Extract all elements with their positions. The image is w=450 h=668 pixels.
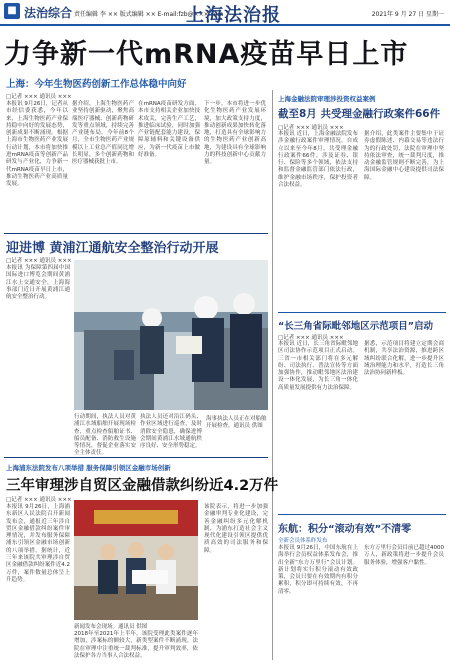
lead-col-3: 在mRNA疫苗研发方面，本市支持相关企业加快技术攻关，完善生产工艺，推进临床试验，同时加强产业链配套能力建设，保障原辅料和关键设备供应，为新一代疫苗上市做好准备。 (138, 101, 200, 159)
issue-date: 2021年 9 月 27 日 星期一 (371, 11, 444, 18)
press-conference-photo-svg (74, 500, 198, 620)
bottom-photo-caption: 新闻发布会现场。通讯员 供图 (74, 624, 148, 630)
lead-col-2: 据介绍，上海生物医药产业坚持创新驱动，聚焦高端医疗器械、创新药物研发等重点领域，持续完善产业链布局。今年前8个月，全市生物医药产业规模以上工业总产值同比增长明显，多个创新药物和医疗器械获批上市。 (72, 101, 134, 166)
lead-col-4: 下一步，本市将进一步优化生物医药产业发展环境，加大政策支持力度，推动创新成果加快转化落地，打造具有全球影响力的生物医药产业创新高地，为建设具有全球影响力的科技创新中心贡献力量。 (204, 101, 266, 166)
sidebar-col-6: 东方万里行会员目前已超过4000万人，新政策将进一步提升会员服务体验，增强客户黏性。 (364, 545, 444, 566)
section-icon: ■ (4, 3, 20, 19)
sidebar-col-5: 本报讯 9月26日，中国东航在上海举行会员权益体系发布会，推出全新“东方万里行”会员计划。新计划将实行积分滚动有效政策，会员只要在有效期内有积分累积，积分即可持续有效，不再清零。 (278, 545, 358, 595)
sidebar-title-3: 东航：积分“滚动有效”不清零 (278, 524, 412, 535)
inspection-photo (74, 260, 268, 410)
lead-byline: □记者 ××× 通讯员 ××× (6, 94, 72, 100)
column-divider (272, 90, 273, 660)
lead-subhead: 上海：今年生物医药创新工作总体稳中向好 (6, 79, 187, 90)
sidebar-byline: □记者 ××× 通讯员 ××× (278, 125, 344, 131)
sidebar-kicker-3: 全新会员体系昨发布 (278, 538, 328, 544)
sidebar-divider-1 (278, 312, 446, 313)
masthead (0, 0, 450, 26)
sidebar-col-1: 本报讯 近日，上海金融法院发布涉金融行政案件审理情况。自成立以来至今年8月，共受理金融行政案件66件，涉及证券、银行、保险等多个领域，依法支持和监督金融监管部门依法行政，维护金融市场秩序，保护投资者合法权益。 (278, 131, 358, 189)
sidebar-col-4: 据悉，示范项目将建立定期会商机制，共享法治资源，推进跨区域纠纷联合化解，进一步提升区域治理能力和水平，打造长三角法治协同新样板。 (364, 341, 444, 377)
bottom-top-rule (4, 457, 268, 458)
sidebar-byline-2: □记者 ××× 通讯员 ××× (278, 335, 344, 341)
middle-col-3: 执法人员还对沿江码头、作业区域进行巡查，及时消除安全隐患，确保进博会期间黄浦江水域通航秩序良好、安全形势稳定。 (140, 414, 202, 450)
bottom-col-3: 该院表示，将进一步加强金融审判专业化建设，完善金融纠纷多元化解机制，为浦东打造社会主义现代化建设引领区提供优质高效的司法服务和保障。 (204, 504, 268, 554)
sidebar-col-2: 据介绍，此类案件主要集中于证券虚假陈述、内幕交易等违法行为的行政处罚，法院在审理中坚持依法审查，统一裁判尺度，推动金融监管规则不断完善，为上海国际金融中心建设提供司法保障。 (364, 131, 444, 181)
sidebar-kicker: 上海金融法院审理涉投资权益案例 (278, 95, 376, 103)
bottom-byline: □记者 ××× 通讯员 ××× (6, 497, 72, 503)
middle-byline: □记者 ××× 通讯员 ××× (6, 258, 72, 264)
lead-headline: 力争新一代mRNA疫苗早日上市 (4, 39, 409, 70)
editor-meta: 责任编辑 李 ×× 版式编辑 ×× E-mail:fzb@×××.com (74, 11, 224, 18)
middle-title: 迎进博 黄浦江通航安全整治行动开展 (6, 241, 219, 256)
newspaper-logo: 上海法治报 (186, 5, 281, 26)
bottom-col-2: 2018年至2021年上半年，该院受理此类案件逐年增加，涉案标的额较大，新类型案件不断涌现。法院在审理中注重统一裁判标准，提升审判效率，依法保护各方当事人合法权益。 (74, 631, 198, 659)
middle-col-1: 本报讯 为保障第四届中国国际进口博览会期间黄浦江水上交通安全，上海海事部门近日开展黄浦江通航安全整治行动。 (6, 265, 70, 301)
inspection-photo-svg (74, 260, 268, 410)
bottom-title: 三年审理涉自贸区金融借款纠纷近4.2万件 (6, 478, 279, 494)
middle-col-2: 行动期间，执法人员对黄浦江水域船舶开展现场检查，重点检查船舶证书、船员配备、消防救生设施等情况，督促企业落实安全主体责任。 (74, 414, 136, 457)
lead-col-1: 本报讯 9月26日，记者从市经信委获悉，今年以来，上海生物医药产业保持稳中向好的发展态势，创新成果不断涌现。根据上海市生物医药产业发展行动计划，本市将加快推进mRNA疫苗等创新产品研发与产业化，力争新一代mRNA疫苗早日上市，推动生物医药产业高质量发展。 (6, 101, 68, 188)
press-conference-photo (74, 500, 198, 620)
bottom-kicker: 上海浦东法院发布八项举措 服务保障引领区金融市场创新 (6, 464, 171, 472)
middle-top-rule (4, 233, 268, 234)
middle-photo-caption: 海事执法人员正在对船舶开展检查。通讯员 供图 (206, 416, 267, 429)
section-name: 法治综合 (24, 6, 73, 20)
sidebar-title-2: “长三角省际毗邻地区示范项目”启动 (278, 321, 433, 332)
sidebar-title: 截至8月 共受理金融行政案件66件 (278, 108, 441, 120)
sidebar-divider-2 (278, 514, 446, 515)
bottom-col-1: 本报讯 9月26日，上海浦东新区人民法院召开新闻发布会，通报近三年涉自贸区金融借款纠纷案件审理情况，并发布服务保障浦东引领区金融市场创新的八项举措。据统计，近三年来该院共审理涉自贸区金融借款纠纷案件近4.2万件，案件数量总体呈上升趋势。 (6, 504, 70, 583)
sidebar-col-3: 本报讯 近日，长三角省际毗邻地区司法协作示范项目正式启动。三省一市相关部门将在多元解纷、司法执行、普法宣传等方面加强协作，推动毗邻地区法治建设一体化发展，为长三角一体化高质量发展提供有力法治保障。 (278, 341, 358, 391)
